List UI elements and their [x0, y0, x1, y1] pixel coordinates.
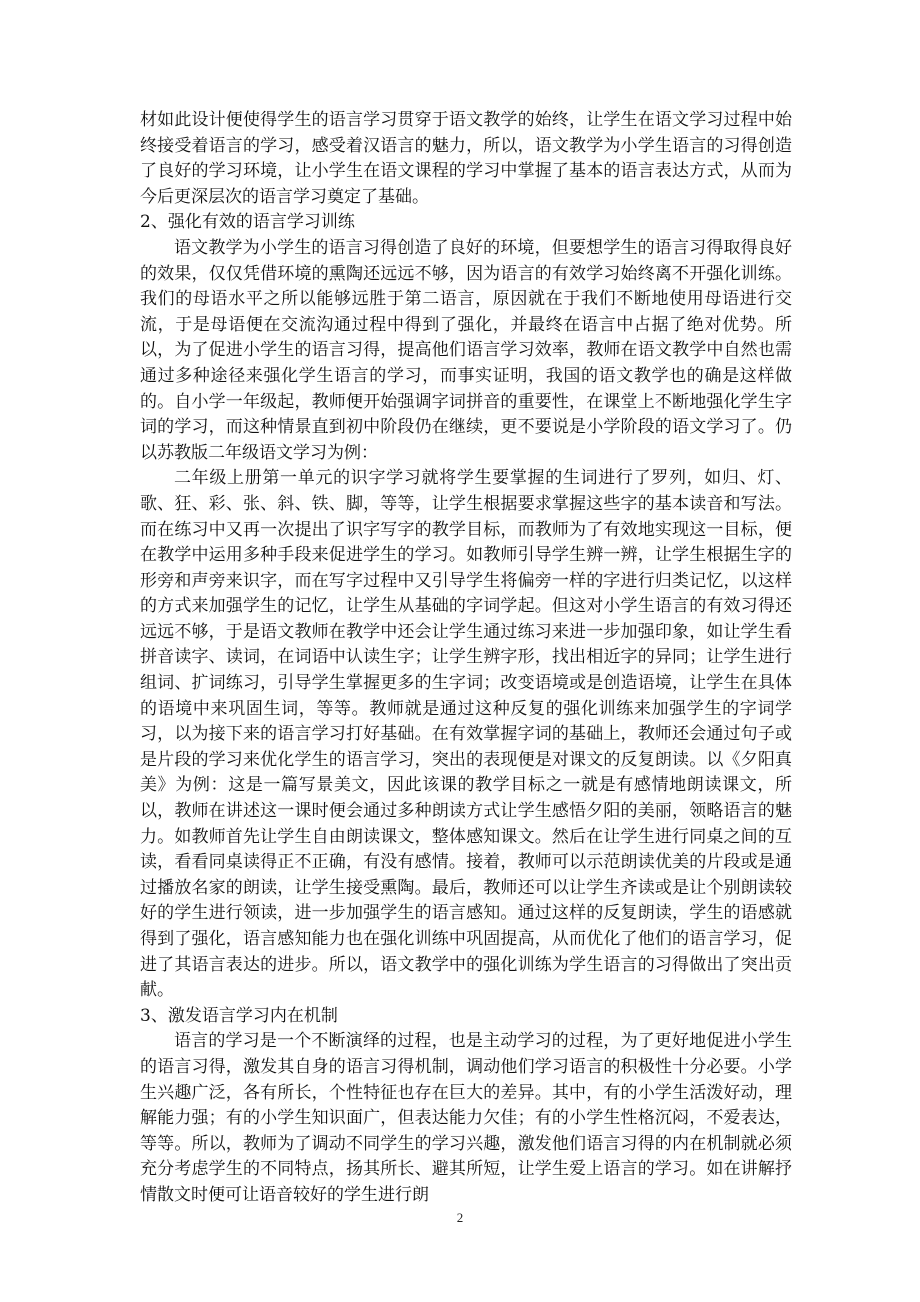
paragraph-grade-two-example: 二年级上册第一单元的识字学习就将学生要掌握的生词进行了罗列，如归、灯、歌、狂、彩、张、斜、铁、脚，等等，让学生根据要求掌握这些字的基本读音和写法。而在练习中又再一次提出了识字写字的教学目标，而教师为了有效地实现这一目标，便在教学中运用多种手段来促进学生的学习。如教师引导学生辨一辨，让学生根据生字的形旁和声旁来识字，而在写字过程中又引导学生将偏旁一样的字进行归类记忆，以这样的方式来加强学生的记忆，让学生从基础的字词学起。但这对小学生语言的有效习得还远远不够，于是语文教师在教学中还会让学生通过练习来进一步加强印象，如让学生看拼音读字、读词，在词语中认读生字；让学生辨字形，找出相近字的异同；让学生进行组词、扩词练习，引导学生掌握更多的生字词；改变语境或是创造语境，让学生在具体的语境中来巩固生词，等等。教师就是通过这种反复的强化训练来加强学生的字词学习，以为接下来的语言学习打好基础。在有效掌握字词的基础上，教师还会通过句子或是片段的学习来优化学生的语言学习，突出的表现便是对课文的反复朗读。以《夕阳真美》为例：这是一篇写景美文，因此该课的教学目标之一就是有感情地朗读课文，所以，教师在讲述这一课时便会通过多种朗读方式让学生感悟夕阳的美丽，领略语言的魅力。如教师首先让学生自由朗读课文，整体感知课文。然后在让学生进行同桌之间的互读，看看同桌读得正不正确，有没有感情。接着，教师可以示范朗读优美的片段或是通过播放名家的朗读，让学生接受熏陶。最后，教师还可以让学生齐读或是让个别朗读较好的学生进行领读，进一步加强学生的语言感知。通过这样的反复朗读，学生的语感就得到了强化，语言感知能力也在强化训练中巩固提高，从而优化了他们的语言学习，促进了其语言表达的进步。所以，语文教学中的强化训练为学生语言的习得做出了突出贡献。 [140, 468, 792, 1001]
page-number: 2 [456, 1210, 464, 1225]
paragraph-continued: 材如此设计便使得学生的语言学习贯穿于语文教学的始终，让学生在语文学习过程中始终接受着语言的学习，感受着汉语言的魅力，所以，语文教学为小学生语言的习得创造了良好的学习环境，让小学生在语文课程的学习中掌握了基本的语言表达方式，从而为今后更深层次的语言学习奠定了基础。 [140, 110, 792, 207]
document-body [140, 108, 792, 1209]
section-heading-2: 2、强化有效的语言学习训练 [140, 212, 355, 233]
paragraph-inner-mechanism: 语言的学习是一个不断演绎的过程，也是主动学习的过程，为了更好地促进小学生的语言习得，激发其自身的语言习得机制，调动他们学习语言的积极性十分必要。小学生兴趣广泛，各有所长，个性特征也存在巨大的差异。其中，有的小学生活泼好动，理解能力强；有的小学生知识面广，但表达能力欠佳；有的小学生性格沉闷，不爱表达，等等。所以，教师为了调动不同学生的学习兴趣，激发他们语言习得的内在机制就必须充分考虑学生的不同特点，扬其所长、避其所短，让学生爱上语言的学习。如在讲解抒情散文时便可让语音较好的学生进行朗 [140, 1031, 792, 1205]
paragraph-training-intro: 语文教学为小学生的语言习得创造了良好的环境，但要想学生的语言习得取得良好的效果，仅仅凭借环境的熏陶还远远不够，因为语言的有效学习始终离不开强化训练。我们的母语水平之所以能够远胜于第二语言，原因就在于我们不断地使用母语进行交流，于是母语便在交流沟通过程中得到了强化，并最终在语言中占据了绝对优势。所以，为了促进小学生的语言习得，提高他们语言学习效率，教师在语文教学中自然也需通过多种途径来强化学生语言的学习，而事实证明，我国的语文教学也的确是这样做的。自小学一年级起，教师便开始强调字词拼音的重要性，在课堂上不断地强化学生字词的学习，而这种情景直到初中阶段仍在继续，更不要说是小学阶段的语文学习了。仍以苏教版二年级语文学习为例： [140, 237, 792, 463]
section-heading-3: 3、激发语言学习内在机制 [140, 1005, 338, 1026]
